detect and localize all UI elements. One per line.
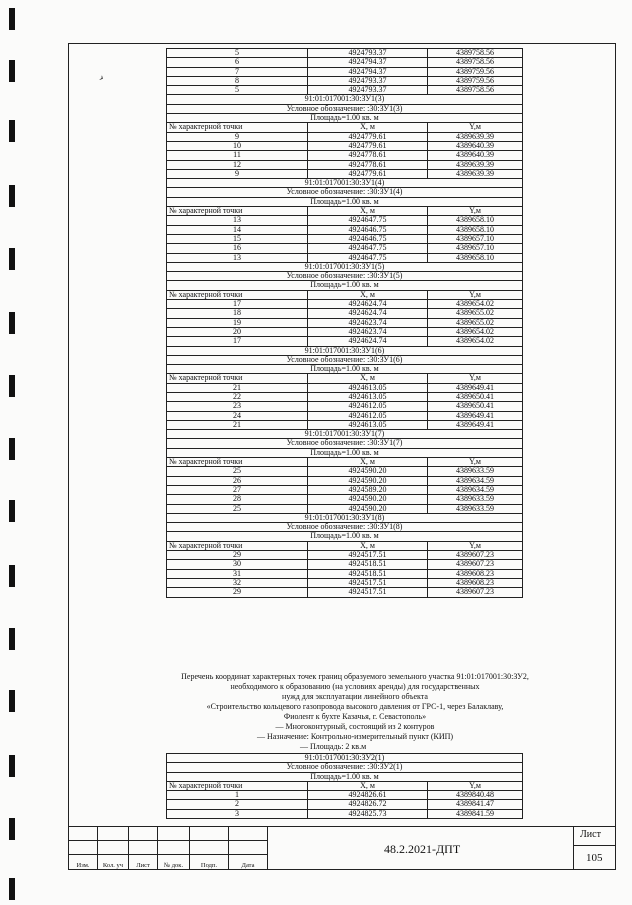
- table-cell: 4924613.05: [308, 392, 428, 401]
- table-cell: 9: [167, 169, 308, 178]
- table-cell: 4924793.37: [308, 49, 428, 58]
- stamp-label: Подп.: [200, 862, 218, 869]
- column-header: X, м: [308, 374, 428, 383]
- contour-designation: [167, 763, 523, 772]
- table-cell: 4924779.61: [308, 132, 428, 141]
- table-cell: 4924517.51: [308, 551, 428, 560]
- table-cell: 4389650.41: [428, 392, 523, 401]
- header-row: [167, 458, 523, 467]
- table-row: [167, 569, 523, 578]
- table-cell: 4924647.75: [308, 216, 428, 225]
- contour-designation-text: Условное обозначение: :30:ЗУ1(8): [167, 523, 523, 532]
- table-cell: 4924517.51: [308, 588, 428, 597]
- area-line: — Площадь: 2 кв.м: [300, 742, 367, 751]
- table-cell: 23: [167, 402, 308, 411]
- contour-cadastral-number-text: 91:01:017001:30:ЗУ1(6): [167, 346, 523, 355]
- table-row: [167, 169, 523, 178]
- column-header: № характерной точки: [167, 374, 308, 383]
- contour-area-text: Площадь=1.00 кв. м: [167, 114, 523, 123]
- contour-cadastral-number-text: 91:01:017001:30:ЗУ1(8): [167, 513, 523, 522]
- stamp-label: Лист: [136, 862, 150, 869]
- table-cell: 4924826.72: [308, 800, 428, 809]
- table-row: [167, 800, 523, 809]
- contour-area-text: Площадь=1.00 кв. м: [167, 365, 523, 374]
- header-row: [167, 207, 523, 216]
- table-cell: 4389639.39: [428, 160, 523, 169]
- table-cell: 21: [167, 420, 308, 429]
- table-cell: 4389758.56: [428, 58, 523, 67]
- table-cell: 30: [167, 560, 308, 569]
- column-header: Y,м: [428, 781, 523, 790]
- contour-cadastral-number: [167, 262, 523, 271]
- contour-area-text: Площадь=1.00 кв. м: [167, 197, 523, 206]
- desc-line: — Назначение: Контрольно-измерительный пункт (КИП): [256, 732, 454, 741]
- table-cell: 5: [167, 49, 308, 58]
- contour-designation-text: Условное обозначение: :30:ЗУ1(3): [167, 104, 523, 113]
- table-row: [167, 551, 523, 560]
- desc-line: — Многоконтурный, состоящий из 2 контуров: [275, 722, 435, 731]
- contour-designation: [167, 439, 523, 448]
- table-cell: 4389649.41: [428, 420, 523, 429]
- table-row: [167, 151, 523, 160]
- document-number: 48.2.2021-ДПТ: [384, 842, 461, 856]
- table-cell: 22: [167, 392, 308, 401]
- column-header: X, м: [308, 207, 428, 216]
- table-cell: 4924624.74: [308, 300, 428, 309]
- table-cell: 4924794.37: [308, 67, 428, 76]
- contour-designation: [167, 523, 523, 532]
- table-cell: 8: [167, 76, 308, 85]
- table-row: [167, 253, 523, 262]
- table-cell: 9: [167, 132, 308, 141]
- contour-area: [167, 448, 523, 457]
- pen-mark: ›: [97, 70, 108, 85]
- contour-cadastral-number: [167, 754, 523, 763]
- table-cell: 4924612.05: [308, 402, 428, 411]
- table-row: [167, 132, 523, 141]
- table-cell: 5: [167, 86, 308, 95]
- table-cell: 4924590.20: [308, 495, 428, 504]
- contour-area: [167, 281, 523, 290]
- table-cell: 4389607.23: [428, 551, 523, 560]
- contour-designation-text: Условное обозначение: :30:ЗУ1(5): [167, 272, 523, 281]
- table-row: [167, 318, 523, 327]
- contour-cadastral-number: [167, 346, 523, 355]
- table-cell: 4389658.10: [428, 216, 523, 225]
- stamp-label: Кол. уч: [102, 862, 124, 869]
- table-cell: 25: [167, 504, 308, 513]
- table-cell: 4924590.20: [308, 504, 428, 513]
- table-cell: 4389633.59: [428, 504, 523, 513]
- column-header: X, м: [308, 458, 428, 467]
- table-row: [167, 225, 523, 234]
- table-cell: 15: [167, 234, 308, 243]
- table-cell: 31: [167, 569, 308, 578]
- table-cell: 4389655.02: [428, 318, 523, 327]
- contour-cadastral-number: [167, 430, 523, 439]
- table-cell: 4389841.47: [428, 800, 523, 809]
- table-cell: 4389657.10: [428, 234, 523, 243]
- table-cell: 4389758.56: [428, 49, 523, 58]
- table-cell: 4389607.23: [428, 588, 523, 597]
- table-row: [167, 467, 523, 476]
- stamp-label: Изм.: [76, 862, 90, 869]
- table-cell: 4924624.74: [308, 337, 428, 346]
- table-cell: 4924647.75: [308, 253, 428, 262]
- table-cell: 19: [167, 318, 308, 327]
- contour-cadastral-number-text: 91:01:017001:30:ЗУ2(1): [167, 754, 523, 763]
- contour-designation: [167, 104, 523, 113]
- desc-line: Фиолент к бухте Казачья, г. Севастополь»: [283, 712, 427, 721]
- table-cell: 4924623.74: [308, 318, 428, 327]
- table-cell: 4389633.59: [428, 495, 523, 504]
- table-row: [167, 327, 523, 336]
- table-cell: 4924518.51: [308, 569, 428, 578]
- contour-area: [167, 532, 523, 541]
- table-cell: 24: [167, 411, 308, 420]
- table-cell: 4924646.75: [308, 234, 428, 243]
- desc-line: нужд для эксплуатации линейного объекта: [282, 692, 428, 701]
- table-cell: 4924779.61: [308, 141, 428, 150]
- contour-designation: [167, 272, 523, 281]
- table-cell: 12: [167, 160, 308, 169]
- table-cell: 4389634.59: [428, 476, 523, 485]
- table-cell: 14: [167, 225, 308, 234]
- table-cell: 4924778.61: [308, 151, 428, 160]
- header-row: [167, 374, 523, 383]
- table-row: [167, 67, 523, 76]
- table-cell: 4924794.37: [308, 58, 428, 67]
- table-cell: 4389608.23: [428, 578, 523, 587]
- table-cell: 4389650.41: [428, 402, 523, 411]
- header-row: [167, 290, 523, 299]
- header-row: [167, 123, 523, 132]
- table-row: [167, 578, 523, 587]
- table-cell: 4389759.56: [428, 76, 523, 85]
- table-cell: 16: [167, 244, 308, 253]
- table-row: [167, 588, 523, 597]
- table-cell: 4389654.02: [428, 337, 523, 346]
- table-cell: 11: [167, 151, 308, 160]
- column-header: Y,м: [428, 123, 523, 132]
- table-cell: 4389649.41: [428, 411, 523, 420]
- contour-cadastral-number-text: 91:01:017001:30:ЗУ1(3): [167, 95, 523, 104]
- table-cell: 27: [167, 485, 308, 494]
- table-cell: 4389608.23: [428, 569, 523, 578]
- table-cell: 4389759.56: [428, 67, 523, 76]
- table-cell: 18: [167, 309, 308, 318]
- stamp-label: № док.: [163, 862, 184, 869]
- column-header: X, м: [308, 541, 428, 550]
- table-cell: 4389639.39: [428, 169, 523, 178]
- column-header: X, м: [308, 290, 428, 299]
- table-cell: 4924826.61: [308, 791, 428, 800]
- table-cell: 4924518.51: [308, 560, 428, 569]
- table-row: [167, 476, 523, 485]
- column-header: Y,м: [428, 290, 523, 299]
- table-row: [167, 141, 523, 150]
- table-cell: 1: [167, 791, 308, 800]
- table-cell: 4924779.61: [308, 169, 428, 178]
- table-row: [167, 58, 523, 67]
- contour-area-text: Площадь=1.00 кв. м: [167, 532, 523, 541]
- table-cell: 4389758.56: [428, 86, 523, 95]
- contour-cadastral-number-text: 91:01:017001:30:ЗУ1(7): [167, 430, 523, 439]
- table-cell: 10: [167, 141, 308, 150]
- column-header: Y,м: [428, 458, 523, 467]
- contour-area-text: Площадь=1.00 кв. м: [167, 448, 523, 457]
- coordinates-table: [166, 48, 523, 598]
- title-block: [68, 826, 616, 870]
- table-row: [167, 809, 523, 818]
- table-cell: 4924793.37: [308, 76, 428, 85]
- table-row: [167, 383, 523, 392]
- table-cell: 4389654.02: [428, 300, 523, 309]
- contour-cadastral-number: [167, 95, 523, 104]
- table-row: [167, 49, 523, 58]
- table-cell: 2: [167, 800, 308, 809]
- table-cell: 4389649.41: [428, 383, 523, 392]
- table-cell: 25: [167, 467, 308, 476]
- column-header: № характерной точки: [167, 781, 308, 790]
- table-cell: 4924623.74: [308, 327, 428, 336]
- table-row: [167, 560, 523, 569]
- table-cell: 4924778.61: [308, 160, 428, 169]
- table-row: [167, 160, 523, 169]
- table-row: [167, 485, 523, 494]
- table-row: [167, 337, 523, 346]
- contour-area: [167, 114, 523, 123]
- table-cell: 4924613.05: [308, 420, 428, 429]
- column-header: X, м: [308, 781, 428, 790]
- table-cell: 4389658.10: [428, 253, 523, 262]
- column-header: X, м: [308, 123, 428, 132]
- contour-designation-text: Условное обозначение: :30:ЗУ2(1): [167, 763, 523, 772]
- table-cell: 6: [167, 58, 308, 67]
- contour-designation: [167, 188, 523, 197]
- table-cell: 29: [167, 588, 308, 597]
- table-cell: 4924613.05: [308, 383, 428, 392]
- table-row: [167, 420, 523, 429]
- contour-cadastral-number-text: 91:01:017001:30:ЗУ1(4): [167, 179, 523, 188]
- table-cell: 4924646.75: [308, 225, 428, 234]
- desc-line: «Строительство кольцевого газопровода высокого давления от ГРС-1, через Балаклаву,: [206, 702, 504, 711]
- contour-designation: [167, 355, 523, 364]
- table-cell: 3: [167, 809, 308, 818]
- table-cell: 32: [167, 578, 308, 587]
- column-header: № характерной точки: [167, 290, 308, 299]
- table-row: [167, 791, 523, 800]
- table-cell: 4924612.05: [308, 411, 428, 420]
- sheet-number: 105: [586, 852, 603, 864]
- contour-cadastral-number: [167, 179, 523, 188]
- table-cell: 28: [167, 495, 308, 504]
- table-row: [167, 504, 523, 513]
- table-cell: 4924517.51: [308, 578, 428, 587]
- table-cell: 4389607.23: [428, 560, 523, 569]
- contour-area-text: Площадь=1.00 кв. м: [167, 772, 523, 781]
- table-cell: 4924624.74: [308, 309, 428, 318]
- table-cell: 4389841.59: [428, 809, 523, 818]
- contour-cadastral-number-text: 91:01:017001:30:ЗУ1(5): [167, 262, 523, 271]
- contour-designation-text: Условное обозначение: :30:ЗУ1(6): [167, 355, 523, 364]
- table-cell: 4389655.02: [428, 309, 523, 318]
- header-row: [167, 541, 523, 550]
- desc-line: Перечень координат характерных точек границ образуемого земельного участка 91:01:017001:30:ЗУ2,: [181, 672, 529, 681]
- table-row: [167, 309, 523, 318]
- contour-area: [167, 197, 523, 206]
- parcel-description: [160, 672, 550, 742]
- table-cell: 4389657.10: [428, 244, 523, 253]
- column-header: № характерной точки: [167, 458, 308, 467]
- contour-designation-text: Условное обозначение: :30:ЗУ1(7): [167, 439, 523, 448]
- table-cell: 4924793.37: [308, 86, 428, 95]
- table-cell: 4924590.20: [308, 476, 428, 485]
- table-cell: 13: [167, 216, 308, 225]
- table-cell: 4924590.20: [308, 467, 428, 476]
- table-cell: 4389840.48: [428, 791, 523, 800]
- contour-area: [167, 772, 523, 781]
- table-cell: 7: [167, 67, 308, 76]
- column-header: Y,м: [428, 207, 523, 216]
- table-cell: 4924825.73: [308, 809, 428, 818]
- table-cell: 4389634.59: [428, 485, 523, 494]
- contour-designation-text: Условное обозначение: :30:ЗУ1(4): [167, 188, 523, 197]
- column-header: № характерной точки: [167, 541, 308, 550]
- table-row: [167, 76, 523, 85]
- contour-area: [167, 365, 523, 374]
- table-row: [167, 392, 523, 401]
- table-cell: 17: [167, 300, 308, 309]
- sheet-label: Лист: [580, 829, 601, 840]
- table-row: [167, 402, 523, 411]
- table-cell: 4389640.39: [428, 141, 523, 150]
- table-cell: 4924647.75: [308, 244, 428, 253]
- column-header: Y,м: [428, 541, 523, 550]
- coordinates-table-zu2: [166, 753, 523, 819]
- table-row: [167, 495, 523, 504]
- table-row: [167, 234, 523, 243]
- table-cell: 21: [167, 383, 308, 392]
- table-cell: 4389640.39: [428, 151, 523, 160]
- table-cell: 4389639.39: [428, 132, 523, 141]
- table-row: [167, 216, 523, 225]
- contour-cadastral-number: [167, 513, 523, 522]
- table-cell: 4924589.20: [308, 485, 428, 494]
- table-cell: 4389633.59: [428, 467, 523, 476]
- column-header: Y,м: [428, 374, 523, 383]
- table-cell: 20: [167, 327, 308, 336]
- desc-line: необходимого к образованию (на условиях аренды) для государственных: [230, 682, 480, 691]
- table-row: [167, 86, 523, 95]
- table-cell: 26: [167, 476, 308, 485]
- table-cell: 4389654.02: [428, 327, 523, 336]
- table-row: [167, 244, 523, 253]
- table-row: [167, 300, 523, 309]
- table-cell: 17: [167, 337, 308, 346]
- table-cell: 13: [167, 253, 308, 262]
- table-cell: 29: [167, 551, 308, 560]
- column-header: № характерной точки: [167, 207, 308, 216]
- stamp-label: Дата: [241, 862, 255, 869]
- column-header: № характерной точки: [167, 123, 308, 132]
- table-row: [167, 411, 523, 420]
- header-row: [167, 781, 523, 790]
- contour-area-text: Площадь=1.00 кв. м: [167, 281, 523, 290]
- table-cell: 4389658.10: [428, 225, 523, 234]
